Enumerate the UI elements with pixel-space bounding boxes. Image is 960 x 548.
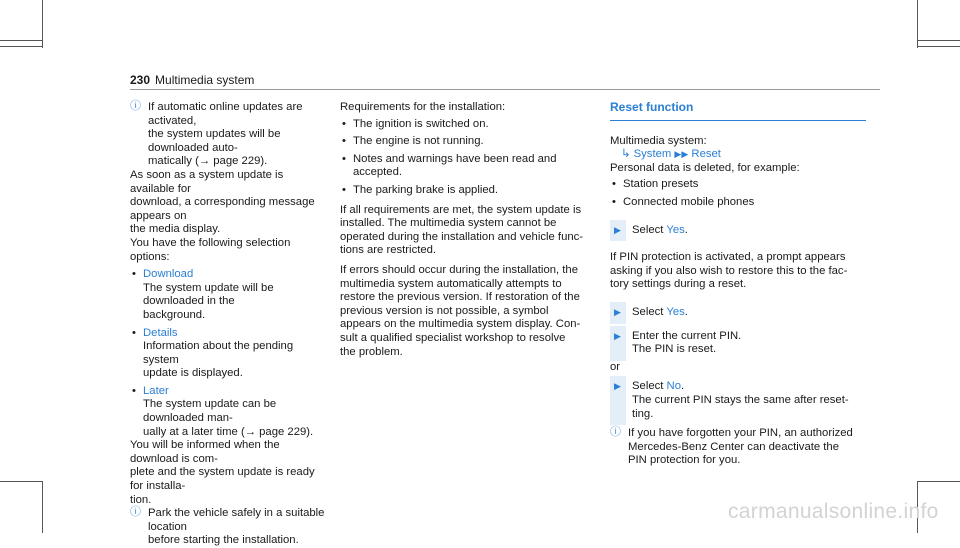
arrow-right-icon: ▶ [614,330,621,341]
requirement-item [340,118,598,132]
text-span: Select [632,305,667,318]
text-line: PIN protection for you. [628,454,741,467]
section-title: Reset function [610,100,694,114]
text-line: Enter the current PIN. [632,329,742,342]
text-line: background. [143,308,206,321]
option-later [130,385,330,399]
column-2 [340,101,598,359]
text-line: If you have forgotten your PIN, an authorized [628,427,853,440]
option-label: Later [143,384,169,397]
page-header [130,73,254,87]
note-auto-update [130,101,330,169]
step-select-yes-pin [610,306,880,320]
crop-mark [42,481,43,533]
crop-mark [918,46,960,47]
text-line: You will be informed when the download is com- [130,439,280,465]
step-select-no [610,380,880,421]
text-line: restore the previous version. If restoration of the [340,291,580,304]
bullet: • [132,384,136,397]
text-line: Park the vehicle safely in a suitable location [148,507,325,533]
text-line: sult a qualified specialist workshop to resolve [340,331,566,344]
text-line: the system updates will be downloaded auto- [148,128,281,154]
text-line: operated during the installation and vehicle func- [340,230,584,243]
text-span: . [684,305,688,318]
text-line: Station presets [623,178,699,191]
example-item [610,178,880,192]
text-line: the media display. [130,223,221,236]
bullet: • [132,326,136,339]
double-chevron-icon: ▶▶ [674,149,689,160]
requirement-item [340,135,598,149]
bullet: • [342,183,346,196]
text-span: . [681,380,685,393]
text-line: accepted. [353,166,402,179]
text-line: You have the following selection options: [130,236,291,263]
crop-mark [0,46,42,47]
text-line: asking if you also wish to restore this to the fac- [610,264,848,277]
step-select-yes [610,224,880,238]
text-line: ting. [632,407,654,420]
text-line: The current PIN stays the same after reset- [632,393,849,406]
column-1 [130,101,330,548]
arrow-right-icon: ▶ [614,306,621,317]
text-line: The system update will be downloaded in the [143,281,274,308]
crop-mark [0,481,42,482]
text-line: Information about the pending system [143,340,294,366]
text-line: If automatic online updates are activated, [148,101,303,127]
section-header [610,101,880,121]
text-line: tory settings during a reset. [610,278,747,291]
column-3 [610,101,880,468]
crop-mark [918,40,960,41]
text-line: tion. [130,493,152,506]
crop-mark [0,40,42,41]
note-forgot-pin [610,427,880,468]
bullet: • [342,117,346,130]
text-line: or [610,360,621,373]
requirement-item [340,184,598,198]
menu-path-reset: Reset [691,148,721,161]
option-details [130,327,330,341]
text-span: . [684,223,688,236]
option-label: Details [143,326,178,339]
text-line: The ignition is switched on. [353,117,489,130]
option-no: No [666,380,681,393]
watermark-logo: carmanualsonline.info [728,500,939,523]
crop-mark [42,0,43,48]
menu-path [610,148,880,162]
text-line: The engine is not running. [353,135,484,148]
text-line: ually at a later time (→ page 229). [143,425,314,438]
bullet: • [342,135,346,148]
text-line: multimedia system automatically attempts to [340,277,562,290]
text-line: Mercedes-Benz Center can deactivate the [628,440,839,453]
option-yes: Yes [666,223,685,236]
info-icon: ⓘ [610,426,621,439]
text-span: Select [632,223,667,236]
arrow-right-icon: ▶ [614,224,621,235]
option-label: Download [143,268,194,281]
note-park-vehicle [130,507,330,548]
menu-path-system: System [633,148,672,161]
text-line: If errors should occur during the installation, the [340,263,578,276]
text-line: installed. The multimedia system cannot be [340,217,557,230]
menu-arrow-icon: ↳ [621,148,631,161]
text-line: If all requirements are met, the system update is [340,203,582,216]
header-title: Multimedia system [155,73,255,87]
text-line: plete and the system update is ready for installa- [130,466,315,493]
text-line: If PIN protection is activated, a prompt appears [610,251,846,264]
text-line: The system update can be downloaded man- [143,398,277,425]
text-line: before starting the installation. [148,534,299,547]
text-line: Requirements for the installation: [340,101,506,113]
menu-path-root: Multimedia system: [610,134,707,147]
bullet: • [132,268,136,281]
crop-mark [917,0,918,48]
option-yes: Yes [666,305,685,318]
bullet: • [342,152,346,165]
text-line: appears on the multimedia system display. Con- [340,318,581,331]
text-line: Notes and warnings have been read and [353,152,557,165]
text-line: tions are restricted. [340,244,437,257]
text-line: The PIN is reset. [632,343,717,356]
page-number: 230 [130,73,151,87]
crop-mark [918,481,960,482]
example-item [610,196,880,210]
info-icon: ⓘ [130,506,141,519]
text-line: the problem. [340,345,403,358]
requirement-item [340,153,598,180]
text-line: As soon as a system update is available for [130,168,284,195]
text-line: download, a corresponding message appears on [130,196,315,222]
option-download [130,268,330,282]
text-line: The parking brake is applied. [353,183,499,196]
text-line: Personal data is deleted, for example: [610,161,800,174]
arrow-right-icon: ▶ [614,381,621,392]
info-icon: ⓘ [130,100,141,112]
text-line: matically (→ page 229). [148,155,268,168]
text-line: update is displayed. [143,367,243,380]
text-span: Select [632,380,667,393]
step-enter-pin [610,330,880,357]
header-divider [130,89,880,90]
bullet: • [612,178,616,191]
text-line: Connected mobile phones [623,195,755,208]
text-line: previous version is not possible, a symbol [340,304,549,317]
bullet: • [612,195,616,208]
